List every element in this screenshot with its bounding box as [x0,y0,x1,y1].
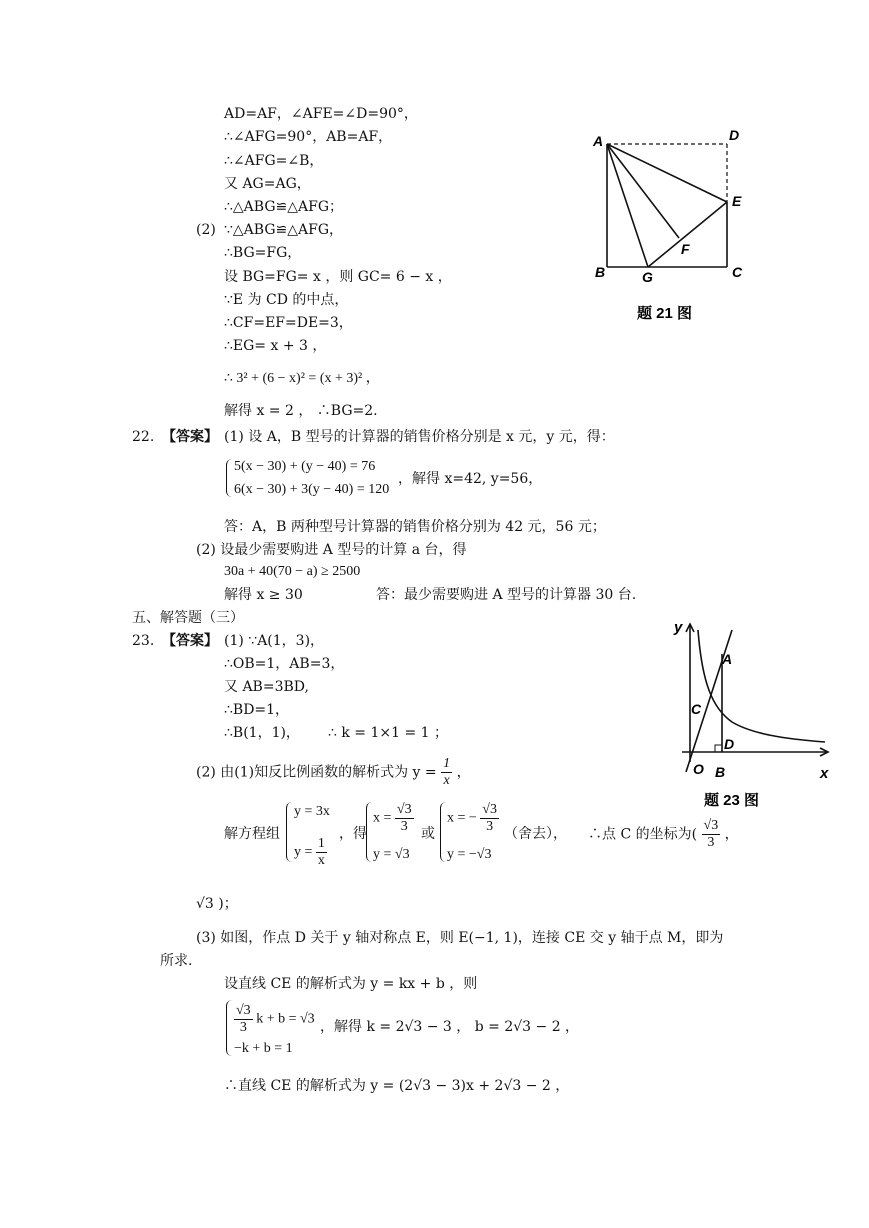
q22-solution: ，解得 x=42, y=56， [398,471,543,487]
fig21-label-b: B [595,264,606,280]
q23-sys-c1 [447,802,499,835]
frac-den: x [317,853,325,868]
q22-equation-1: 5(x − 30) + (y − 40) = 76 [234,459,376,474]
q21-line-6: ∵△ABG≌△AFG， [224,222,344,238]
fig23-label-x: x [820,765,829,782]
sys-c1-frac [480,802,499,835]
q23-line-12: ∴直线 CE 的解析式为 y = (2√3 − 3)x + 2√3 − 2 ， [224,1078,570,1094]
q23-get: ，得 [339,826,367,842]
q22-system-brace [226,459,232,497]
q23-line-11: 设直线 CE 的解析式为 y = kx + b ，则 [224,976,478,992]
q22-equation-2: 6(x − 30) + 3(y − 40) = 120 [234,482,390,497]
q21-line-4: 又 AG=AG， [224,176,311,192]
q23-s3-eq1 [234,1003,315,1036]
q23-sys-b2: y = √3 [373,847,410,862]
frac-num: √3 [236,1003,251,1018]
q21-line-13: 解得 x = 2 ， ∴BG=2. [224,403,378,419]
fig21-label-d: D [729,127,740,143]
q22-answer-1: 答：A，B 两种型号计算器的销售价格分别为 42 元，56 元； [224,519,606,535]
sys-a2-frac [316,836,327,869]
q23-s3-eq2: −k + b = 1 [234,1041,293,1056]
frac-den: 3 [239,1020,247,1035]
q23-s3-solution: ，解得 k = 2√3 − 3 ， b = 2√3 − 2 ， [320,1019,580,1035]
q23-number: 23. [132,633,155,649]
fig21-label-g: G [642,269,653,285]
point-c-text: ∴点 C 的坐标为( [588,826,698,843]
q23-sys-a1: y = 3x [294,804,330,819]
fig21-label-f: F [681,241,690,257]
q23-sys-c2: y = −√3 [447,847,492,862]
frac-num: 1 [443,756,451,771]
frac-den: 3 [707,835,715,850]
q21-line-11: ∴EG= x + 3 ， [224,338,327,354]
q23-discard: （舍去）， [504,826,567,842]
q23-fraction-1 [441,756,452,789]
q23-point-c [588,818,739,851]
q22-answer-tag: 【答案】 [162,429,218,445]
q22-inequality: 30a + 40(70 − a) ≥ 2500 [224,564,361,579]
q21-line-9: ∵E 为 CD 的中点， [224,292,349,308]
frac-den: 3 [486,819,494,834]
q21-line-1: AD=AF，∠AFE=∠D=90°， [224,106,418,122]
q23-line-9: (3) 如图，作点 D 关于 y 轴对称点 E，则 E(−1, 1)，连接 CE 交 y 轴于点 M，即为 [196,930,724,946]
figure-21 [585,120,760,325]
fig21-label-c: C [732,264,743,280]
q23-sys-a2 [294,836,327,869]
q23-part3-brace [226,1000,232,1056]
section-heading: 五、解答题（三） [132,610,244,626]
sys-c1-pre: x = − [447,810,477,826]
q22-line-1: (1) 设 A，B 型号的计算器的销售价格分别是 x 元，y 元，得： [224,429,615,445]
q22-line-2: (2) 设最少需要购进 A 型号的计算 a 台，得 [196,542,467,558]
fig21-caption: 题 21 图 [637,305,693,322]
q23-line-2: ∴OB=1，AB=3， [224,656,345,672]
fig23-label-y: y [674,619,683,636]
q23-line-5a: ∴B(1，1)， [224,725,300,741]
fig23-label-o: O [693,761,704,777]
q23-line-5b: ∴ k = 1×1 = 1 ； [328,725,449,741]
frac-num: √3 [482,802,497,817]
point-c-end: ， [724,826,739,843]
sys-b1-frac [395,802,414,835]
q22-number: 22. [132,429,155,445]
q23-line-10: 所求. [160,953,193,969]
q21-line-5: ∴△ABG≌△AFG； [224,199,344,215]
q23-brace-c [440,802,446,862]
fig23-label-b: B [715,764,726,780]
q21-part-2-label: (2) [196,222,216,238]
q21-line-7: ∴BG=FG， [224,245,302,261]
sys-b1-pre: x = [373,810,392,826]
q23-solve-label: 解方程组 [224,826,280,842]
frac-num: 1 [317,836,325,851]
fig23-label-a: A [722,651,733,667]
frac-den: 3 [400,819,408,834]
q23-line-6-text: (2) 由(1)知反比例函数的解析式为 y = [196,764,437,781]
q22-answer-2: 答：最少需要购进 A 型号的计算器 30 台. [376,587,637,603]
point-c-frac [702,818,721,851]
q23-brace-b [366,802,372,862]
q23-line-4: ∴BD=1， [224,702,290,718]
q23-line-1: (1) ∵A(1，3)， [224,633,325,649]
q21-line-2: ∴∠AFG=90°，AB=AF， [224,129,393,145]
fig21-label-e: E [732,193,742,209]
fig23-label-d: D [724,736,735,752]
s3-eq1-rest: k + b = √3 [256,1011,315,1027]
sys-a2-pre: y = [294,844,313,860]
fig23-caption: 题 23 图 [704,792,760,809]
q23-line-3: 又 AB=3BD, [224,679,309,695]
figure-23 [660,612,840,817]
frac-den: x [443,773,450,788]
q22-solution-2: 解得 x ≥ 30 [224,587,303,603]
frac-num: √3 [703,818,719,833]
q21-line-3: ∴∠AFG=∠B， [224,153,324,169]
q21-equation: ∴ 3² + (6 − x)² = (x + 3)² ， [224,371,380,386]
q23-line-8: √3 )； [196,896,238,912]
q23-line-6 [196,756,471,789]
frac-num: √3 [396,802,412,817]
q23-sys-b1 [373,802,414,835]
q21-line-8: 设 BG=FG= x ，则 GC= 6 − x ， [224,269,452,285]
fig23-label-c: C [691,701,702,717]
q21-line-10: ∴CF=EF=DE=3， [224,315,353,331]
q23-or: 或 [421,826,435,842]
q23-brace-a [286,802,292,862]
q23-answer-tag: 【答案】 [162,633,218,649]
fig21-label-a: A [593,133,604,149]
s3-eq1-frac [234,1003,253,1036]
q23-line-6-comma: ， [456,764,471,781]
